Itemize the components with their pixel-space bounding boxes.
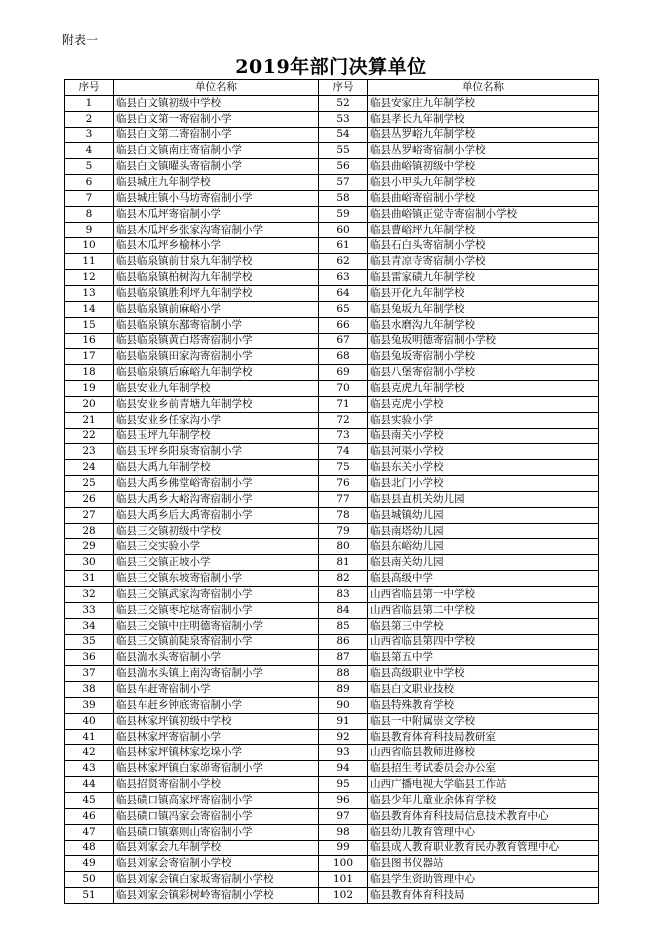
seq-right-cell: 91 bbox=[319, 713, 368, 729]
seq-left-cell: 16 bbox=[65, 333, 114, 349]
seq-left-cell: 19 bbox=[65, 381, 114, 397]
table-row bbox=[65, 507, 599, 523]
unit-name-left-cell: 临县临泉镇后麻峪九年制学校 bbox=[114, 365, 319, 381]
unit-name-right-cell: 山西省临县教师进修校 bbox=[368, 745, 599, 761]
table-row bbox=[65, 761, 599, 777]
table-row bbox=[65, 713, 599, 729]
table-row bbox=[65, 476, 599, 492]
seq-left-cell: 28 bbox=[65, 523, 114, 539]
unit-name-left-cell: 临县安业九年制学校 bbox=[114, 381, 319, 397]
table-row bbox=[65, 127, 599, 143]
table-row bbox=[65, 412, 599, 428]
unit-name-left-cell: 临县大禹乡佛堂峪寄宿制小学 bbox=[114, 476, 319, 492]
unit-name-left-cell: 临县白文镇南庄寄宿制小学 bbox=[114, 143, 319, 159]
seq-left-cell: 45 bbox=[65, 792, 114, 808]
seq-left-cell: 15 bbox=[65, 317, 114, 333]
seq-right-cell: 53 bbox=[319, 111, 368, 127]
unit-name-left-cell: 临县城庄镇小马坊寄宿制小学 bbox=[114, 190, 319, 206]
seq-left-cell: 34 bbox=[65, 618, 114, 634]
unit-name-right-cell: 临县北门小学校 bbox=[368, 476, 599, 492]
seq-left-cell: 4 bbox=[65, 143, 114, 159]
seq-right-cell: 90 bbox=[319, 697, 368, 713]
seq-right-cell: 72 bbox=[319, 412, 368, 428]
seq-right-cell: 80 bbox=[319, 539, 368, 555]
header-name-left: 单位名称 bbox=[114, 80, 319, 96]
seq-right-cell: 73 bbox=[319, 428, 368, 444]
table-row bbox=[65, 555, 599, 571]
unit-name-right-cell: 临县高级职业中学校 bbox=[368, 666, 599, 682]
seq-right-cell: 70 bbox=[319, 381, 368, 397]
table-row bbox=[65, 824, 599, 840]
table-row bbox=[65, 301, 599, 317]
seq-right-cell: 61 bbox=[319, 238, 368, 254]
table-row bbox=[65, 666, 599, 682]
seq-left-cell: 39 bbox=[65, 697, 114, 713]
header-seq-left: 序号 bbox=[65, 80, 114, 96]
table-row bbox=[65, 808, 599, 824]
table-row bbox=[65, 175, 599, 191]
unit-name-right-cell: 临县成人教育职业教育民办教育管理中心 bbox=[368, 840, 599, 856]
table-row bbox=[65, 222, 599, 238]
table-row bbox=[65, 285, 599, 301]
unit-name-right-cell: 临县曲峪镇初级中学校 bbox=[368, 159, 599, 175]
unit-name-right-cell: 临县学生资助管理中心 bbox=[368, 872, 599, 888]
seq-right-cell: 66 bbox=[319, 317, 368, 333]
table-row bbox=[65, 872, 599, 888]
seq-right-cell: 93 bbox=[319, 745, 368, 761]
unit-name-left-cell: 临县临泉镇前甘泉九年制学校 bbox=[114, 254, 319, 270]
table-row bbox=[65, 602, 599, 618]
unit-name-right-cell: 临县特殊教育学校 bbox=[368, 697, 599, 713]
unit-name-left-cell: 临县林家坪镇白家峁寄宿制小学 bbox=[114, 761, 319, 777]
seq-right-cell: 71 bbox=[319, 396, 368, 412]
seq-left-cell: 41 bbox=[65, 729, 114, 745]
unit-name-left-cell: 临县木瓜坪寄宿制小学 bbox=[114, 206, 319, 222]
seq-left-cell: 9 bbox=[65, 222, 114, 238]
seq-right-cell: 78 bbox=[319, 507, 368, 523]
seq-left-cell: 20 bbox=[65, 396, 114, 412]
unit-name-right-cell: 临县曲峪寄宿制小学校 bbox=[368, 190, 599, 206]
table-row bbox=[65, 745, 599, 761]
seq-left-cell: 12 bbox=[65, 270, 114, 286]
seq-left-cell: 27 bbox=[65, 507, 114, 523]
table-row bbox=[65, 428, 599, 444]
seq-left-cell: 30 bbox=[65, 555, 114, 571]
unit-name-left-cell: 临县车赶乡钟底寄宿制小学 bbox=[114, 697, 319, 713]
seq-right-cell: 82 bbox=[319, 571, 368, 587]
unit-name-right-cell: 临县县直机关幼儿园 bbox=[368, 491, 599, 507]
seq-right-cell: 87 bbox=[319, 650, 368, 666]
unit-name-right-cell: 山西省临县第一中学校 bbox=[368, 587, 599, 603]
seq-right-cell: 57 bbox=[319, 175, 368, 191]
unit-name-right-cell: 临县兔坂九年制学校 bbox=[368, 301, 599, 317]
seq-left-cell: 50 bbox=[65, 872, 114, 888]
seq-right-cell: 81 bbox=[319, 555, 368, 571]
table-row bbox=[65, 491, 599, 507]
unit-name-right-cell: 临县白文职业技校 bbox=[368, 682, 599, 698]
page-title: 2019年部门决算单位 bbox=[235, 56, 427, 78]
seq-right-cell: 85 bbox=[319, 618, 368, 634]
table-row bbox=[65, 159, 599, 175]
seq-right-cell: 64 bbox=[319, 285, 368, 301]
seq-right-cell: 75 bbox=[319, 460, 368, 476]
seq-left-cell: 8 bbox=[65, 206, 114, 222]
seq-left-cell: 46 bbox=[65, 808, 114, 824]
unit-name-left-cell: 临县招贤寄宿制小学校 bbox=[114, 777, 319, 793]
seq-right-cell: 94 bbox=[319, 761, 368, 777]
seq-left-cell: 26 bbox=[65, 491, 114, 507]
unit-name-right-cell: 临县八堡寄宿制小学校 bbox=[368, 365, 599, 381]
unit-name-right-cell: 临县雷家碛九年制学校 bbox=[368, 270, 599, 286]
seq-right-cell: 88 bbox=[319, 666, 368, 682]
table-row bbox=[65, 587, 599, 603]
unit-name-right-cell: 临县南关小学校 bbox=[368, 428, 599, 444]
unit-name-left-cell: 临县白文镇曜头寄宿制小学 bbox=[114, 159, 319, 175]
table-row bbox=[65, 571, 599, 587]
table-row bbox=[65, 888, 599, 904]
unit-name-right-cell: 临县曹峪坪九年制学校 bbox=[368, 222, 599, 238]
seq-right-cell: 60 bbox=[319, 222, 368, 238]
unit-name-left-cell: 临县林家坪镇林家圪垛小学 bbox=[114, 745, 319, 761]
unit-name-right-cell: 临县城镇幼儿园 bbox=[368, 507, 599, 523]
seq-left-cell: 37 bbox=[65, 666, 114, 682]
unit-name-left-cell: 临县刘家会镇彩树岭寄宿制小学校 bbox=[114, 888, 319, 904]
unit-name-left-cell: 临县碛口镇冯家会寄宿制小学 bbox=[114, 808, 319, 824]
table-row bbox=[65, 317, 599, 333]
unit-name-right-cell: 临县兔坂明德寄宿制小学校 bbox=[368, 333, 599, 349]
table-row bbox=[65, 523, 599, 539]
unit-name-left-cell: 临县大禹乡后大禹寄宿制小学 bbox=[114, 507, 319, 523]
table-row bbox=[65, 333, 599, 349]
unit-name-right-cell: 临县幼儿教育管理中心 bbox=[368, 824, 599, 840]
seq-right-cell: 58 bbox=[319, 190, 368, 206]
table-row bbox=[65, 697, 599, 713]
seq-right-cell: 101 bbox=[319, 872, 368, 888]
unit-name-right-cell: 临县石白头寄宿制小学校 bbox=[368, 238, 599, 254]
seq-left-cell: 1 bbox=[65, 95, 114, 111]
unit-name-left-cell: 临县安业乡任家沟小学 bbox=[114, 412, 319, 428]
table-row bbox=[65, 682, 599, 698]
seq-right-cell: 92 bbox=[319, 729, 368, 745]
unit-name-right-cell: 临县教育体育科技局 bbox=[368, 888, 599, 904]
seq-right-cell: 99 bbox=[319, 840, 368, 856]
unit-name-right-cell: 临县图书仪器站 bbox=[368, 856, 599, 872]
table-row bbox=[65, 190, 599, 206]
seq-left-cell: 5 bbox=[65, 159, 114, 175]
unit-name-left-cell: 临县三交镇东坡寄宿制小学 bbox=[114, 571, 319, 587]
unit-name-right-cell: 临县招生考试委员会办公室 bbox=[368, 761, 599, 777]
seq-left-cell: 51 bbox=[65, 888, 114, 904]
table-row bbox=[65, 856, 599, 872]
table-row bbox=[65, 444, 599, 460]
seq-left-cell: 10 bbox=[65, 238, 114, 254]
unit-name-left-cell: 临县玉坪九年制学校 bbox=[114, 428, 319, 444]
table-row bbox=[65, 381, 599, 397]
seq-left-cell: 7 bbox=[65, 190, 114, 206]
unit-name-right-cell: 临县青凉寺寄宿制小学校 bbox=[368, 254, 599, 270]
seq-right-cell: 67 bbox=[319, 333, 368, 349]
table-row bbox=[65, 840, 599, 856]
unit-name-left-cell: 临县临泉镇黄白塔寄宿制小学 bbox=[114, 333, 319, 349]
seq-right-cell: 98 bbox=[319, 824, 368, 840]
unit-name-left-cell: 临县白文镇初级中学校 bbox=[114, 95, 319, 111]
seq-right-cell: 95 bbox=[319, 777, 368, 793]
unit-name-right-cell: 临县少年儿童业余体育学校 bbox=[368, 792, 599, 808]
seq-right-cell: 84 bbox=[319, 602, 368, 618]
seq-left-cell: 36 bbox=[65, 650, 114, 666]
unit-name-right-cell: 临县克虎九年制学校 bbox=[368, 381, 599, 397]
seq-left-cell: 22 bbox=[65, 428, 114, 444]
unit-name-left-cell: 临县湍水头寄宿制小学 bbox=[114, 650, 319, 666]
table-row bbox=[65, 618, 599, 634]
table-row bbox=[65, 396, 599, 412]
unit-name-right-cell: 临县曲峪镇正觉寺寄宿制小学校 bbox=[368, 206, 599, 222]
unit-name-left-cell: 临县三交镇枣坨垯寄宿制小学 bbox=[114, 602, 319, 618]
unit-name-left-cell: 临县碛口镇高家坪寄宿制小学 bbox=[114, 792, 319, 808]
seq-left-cell: 25 bbox=[65, 476, 114, 492]
table-row bbox=[65, 206, 599, 222]
unit-name-right-cell: 临县孝长九年制学校 bbox=[368, 111, 599, 127]
seq-right-cell: 100 bbox=[319, 856, 368, 872]
unit-name-left-cell: 临县林家坪寄宿制小学 bbox=[114, 729, 319, 745]
seq-left-cell: 44 bbox=[65, 777, 114, 793]
seq-right-cell: 54 bbox=[319, 127, 368, 143]
table-row bbox=[65, 111, 599, 127]
table-row bbox=[65, 238, 599, 254]
unit-name-left-cell: 临县临泉镇东鄯寄宿制小学 bbox=[114, 317, 319, 333]
seq-right-cell: 102 bbox=[319, 888, 368, 904]
seq-right-cell: 55 bbox=[319, 143, 368, 159]
unit-name-right-cell: 临县第五中学 bbox=[368, 650, 599, 666]
seq-left-cell: 42 bbox=[65, 745, 114, 761]
table-row bbox=[65, 634, 599, 650]
unit-name-left-cell: 临县临泉镇胜利坪九年制学校 bbox=[114, 285, 319, 301]
table-row bbox=[65, 95, 599, 111]
unit-name-left-cell: 临县三交实验小学 bbox=[114, 539, 319, 555]
seq-left-cell: 35 bbox=[65, 634, 114, 650]
table-row bbox=[65, 270, 599, 286]
seq-left-cell: 18 bbox=[65, 365, 114, 381]
table-row bbox=[65, 650, 599, 666]
unit-name-right-cell: 临县实验小学 bbox=[368, 412, 599, 428]
table-row bbox=[65, 365, 599, 381]
seq-right-cell: 52 bbox=[319, 95, 368, 111]
seq-right-cell: 74 bbox=[319, 444, 368, 460]
seq-left-cell: 14 bbox=[65, 301, 114, 317]
seq-right-cell: 83 bbox=[319, 587, 368, 603]
seq-left-cell: 38 bbox=[65, 682, 114, 698]
unit-name-left-cell: 临县玉坪乡阳泉寄宿制小学 bbox=[114, 444, 319, 460]
unit-name-right-cell: 临县一中附属崇文学校 bbox=[368, 713, 599, 729]
unit-name-right-cell: 临县水磨沟九年制学校 bbox=[368, 317, 599, 333]
unit-name-left-cell: 临县白文第二寄宿制小学 bbox=[114, 127, 319, 143]
unit-name-left-cell: 临县木瓜坪乡张家沟寄宿制小学 bbox=[114, 222, 319, 238]
unit-name-left-cell: 临县临泉镇柏树沟九年制学校 bbox=[114, 270, 319, 286]
unit-name-left-cell: 临县大禹九年制学校 bbox=[114, 460, 319, 476]
seq-right-cell: 76 bbox=[319, 476, 368, 492]
unit-name-left-cell: 临县碛口镇寨则山寄宿制小学 bbox=[114, 824, 319, 840]
seq-right-cell: 77 bbox=[319, 491, 368, 507]
unit-name-right-cell: 临县开化九年制学校 bbox=[368, 285, 599, 301]
seq-right-cell: 65 bbox=[319, 301, 368, 317]
unit-name-left-cell: 临县三交镇前陡泉寄宿制小学 bbox=[114, 634, 319, 650]
seq-right-cell: 59 bbox=[319, 206, 368, 222]
table-row bbox=[65, 539, 599, 555]
appendix-label: 附表一 bbox=[62, 33, 99, 47]
table-row bbox=[65, 792, 599, 808]
seq-right-cell: 63 bbox=[319, 270, 368, 286]
unit-name-right-cell: 临县东峪幼儿园 bbox=[368, 539, 599, 555]
seq-left-cell: 23 bbox=[65, 444, 114, 460]
unit-name-left-cell: 临县临泉镇前麻峪小学 bbox=[114, 301, 319, 317]
seq-left-cell: 3 bbox=[65, 127, 114, 143]
seq-right-cell: 96 bbox=[319, 792, 368, 808]
seq-left-cell: 17 bbox=[65, 349, 114, 365]
table-row bbox=[65, 460, 599, 476]
unit-name-right-cell: 临县安家庄九年制学校 bbox=[368, 95, 599, 111]
unit-name-right-cell: 临县高级中学 bbox=[368, 571, 599, 587]
unit-name-left-cell: 临县刘家会九年制学校 bbox=[114, 840, 319, 856]
seq-left-cell: 48 bbox=[65, 840, 114, 856]
unit-name-right-cell: 临县教育体育科技局教研室 bbox=[368, 729, 599, 745]
unit-name-left-cell: 临县三交镇武家沟寄宿制小学 bbox=[114, 587, 319, 603]
seq-left-cell: 13 bbox=[65, 285, 114, 301]
unit-name-left-cell: 临县白文第一寄宿制小学 bbox=[114, 111, 319, 127]
unit-name-right-cell: 山西省临县第二中学校 bbox=[368, 602, 599, 618]
unit-name-left-cell: 临县城庄九年制学校 bbox=[114, 175, 319, 191]
unit-name-left-cell: 临县刘家会镇白家坂寄宿制小学校 bbox=[114, 872, 319, 888]
seq-left-cell: 43 bbox=[65, 761, 114, 777]
table-header-row bbox=[65, 80, 599, 96]
table-row bbox=[65, 349, 599, 365]
header-name-right: 单位名称 bbox=[368, 80, 599, 96]
seq-left-cell: 31 bbox=[65, 571, 114, 587]
unit-name-left-cell: 临县车赶寄宿制小学 bbox=[114, 682, 319, 698]
unit-name-right-cell: 临县克虎小学校 bbox=[368, 396, 599, 412]
unit-name-left-cell: 临县大禹乡大峪沟寄宿制小学 bbox=[114, 491, 319, 507]
unit-name-right-cell: 临县丛罗峪寄宿制小学校 bbox=[368, 143, 599, 159]
seq-right-cell: 97 bbox=[319, 808, 368, 824]
unit-name-right-cell: 临县第三中学校 bbox=[368, 618, 599, 634]
unit-name-left-cell: 临县三交镇正坡小学 bbox=[114, 555, 319, 571]
unit-table bbox=[64, 79, 599, 904]
seq-left-cell: 32 bbox=[65, 587, 114, 603]
seq-right-cell: 69 bbox=[319, 365, 368, 381]
seq-left-cell: 40 bbox=[65, 713, 114, 729]
seq-left-cell: 24 bbox=[65, 460, 114, 476]
seq-left-cell: 29 bbox=[65, 539, 114, 555]
unit-name-left-cell: 临县刘家会寄宿制小学校 bbox=[114, 856, 319, 872]
table-row bbox=[65, 777, 599, 793]
unit-name-left-cell: 临县安业乡前青塘九年制学校 bbox=[114, 396, 319, 412]
unit-name-left-cell: 临县林家坪镇初级中学校 bbox=[114, 713, 319, 729]
seq-right-cell: 68 bbox=[319, 349, 368, 365]
table-row bbox=[65, 729, 599, 745]
unit-name-right-cell: 临县南塔幼儿园 bbox=[368, 523, 599, 539]
seq-right-cell: 56 bbox=[319, 159, 368, 175]
unit-name-right-cell: 临县东关小学校 bbox=[368, 460, 599, 476]
seq-left-cell: 47 bbox=[65, 824, 114, 840]
unit-name-right-cell: 山西省临县第四中学校 bbox=[368, 634, 599, 650]
unit-name-left-cell: 临县三交镇中庄明德寄宿制小学 bbox=[114, 618, 319, 634]
unit-name-right-cell: 临县小甲头九年制学校 bbox=[368, 175, 599, 191]
unit-name-right-cell: 临县教育体育科技局信息技术教育中心 bbox=[368, 808, 599, 824]
seq-right-cell: 62 bbox=[319, 254, 368, 270]
seq-left-cell: 2 bbox=[65, 111, 114, 127]
table-row bbox=[65, 254, 599, 270]
unit-name-right-cell: 临县南关幼儿园 bbox=[368, 555, 599, 571]
header-seq-right: 序号 bbox=[319, 80, 368, 96]
seq-left-cell: 11 bbox=[65, 254, 114, 270]
seq-right-cell: 89 bbox=[319, 682, 368, 698]
unit-name-right-cell: 临县兔坂寄宿制小学校 bbox=[368, 349, 599, 365]
seq-left-cell: 21 bbox=[65, 412, 114, 428]
unit-name-right-cell: 临县丛罗峪九年制学校 bbox=[368, 127, 599, 143]
unit-name-left-cell: 临县湍水头镇上南沟寄宿制小学 bbox=[114, 666, 319, 682]
unit-name-left-cell: 临县临泉镇田家沟寄宿制小学 bbox=[114, 349, 319, 365]
table-row bbox=[65, 143, 599, 159]
seq-left-cell: 49 bbox=[65, 856, 114, 872]
unit-name-right-cell: 山西广播电视大学临县工作站 bbox=[368, 777, 599, 793]
seq-right-cell: 79 bbox=[319, 523, 368, 539]
seq-left-cell: 33 bbox=[65, 602, 114, 618]
unit-name-left-cell: 临县三交镇初级中学校 bbox=[114, 523, 319, 539]
unit-name-left-cell: 临县木瓜坪乡榆林小学 bbox=[114, 238, 319, 254]
unit-name-right-cell: 临县河渠小学校 bbox=[368, 444, 599, 460]
seq-right-cell: 86 bbox=[319, 634, 368, 650]
seq-left-cell: 6 bbox=[65, 175, 114, 191]
